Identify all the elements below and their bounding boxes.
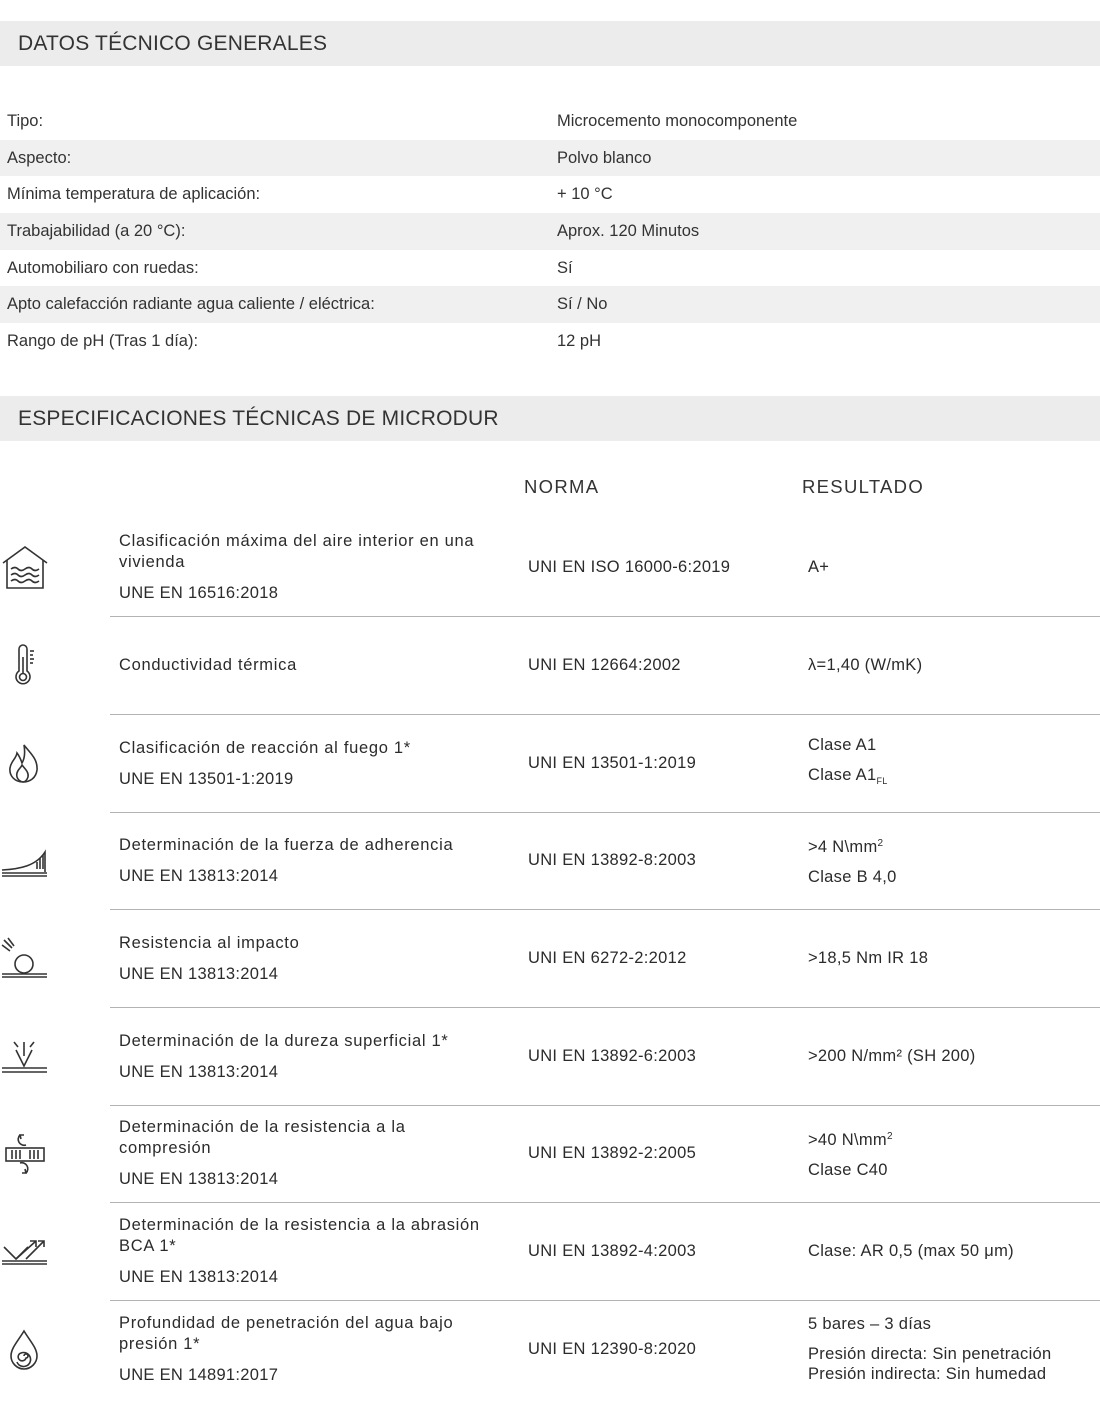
row-label: Apto calefacción radiante agua caliente / eléctrica: xyxy=(7,295,375,314)
row-value: + 10 °C xyxy=(557,185,613,204)
result-superscript: 2 xyxy=(877,837,884,849)
spec-result xyxy=(808,910,1098,1006)
spec-result xyxy=(808,1301,1098,1397)
table-row xyxy=(0,176,1100,213)
abrasion-icon xyxy=(0,1227,50,1277)
result-line: Clase C40 xyxy=(808,1160,888,1179)
spec-row xyxy=(0,1008,1100,1106)
spec-standard: UNE EN 14891:2017 xyxy=(119,1366,279,1384)
result-subscript: FL xyxy=(876,776,888,786)
result-line: Presión directa: Sin penetración xyxy=(808,1345,1052,1363)
row-label: Trabajabilidad (a 20 °C): xyxy=(7,221,186,240)
column-header-resultado: RESULTADO xyxy=(802,476,925,497)
result-line: Clase B 4,0 xyxy=(808,867,897,886)
row-value: Sí / No xyxy=(557,295,608,314)
house-air-icon xyxy=(0,543,50,593)
spec-norma: UNI EN 13892-8:2003 xyxy=(528,850,697,869)
result-line: >200 N/mm² (SH 200) xyxy=(808,1047,976,1065)
spec-norma: UNI EN 13892-4:2003 xyxy=(528,1241,697,1260)
spec-result xyxy=(808,812,1098,908)
result-line: 5 bares – 3 días xyxy=(808,1315,932,1333)
compression-icon xyxy=(0,1129,50,1179)
section-title-general: DATOS TÉCNICO GENERALES xyxy=(0,21,1100,66)
spec-norma: UNI EN 13892-2:2005 xyxy=(528,1143,697,1162)
result-line xyxy=(808,765,1098,791)
spec-norma: UNI EN 13892-6:2003 xyxy=(528,1046,697,1065)
table-row xyxy=(0,323,1100,360)
result-line: A+ xyxy=(808,558,830,576)
row-label: Automobiliaro con ruedas: xyxy=(7,258,199,277)
row-label: Mínima temperatura de aplicación: xyxy=(7,185,261,204)
thermometer-icon xyxy=(0,641,50,691)
hardness-icon xyxy=(0,1032,50,1082)
spec-row xyxy=(0,715,1100,813)
spec-result xyxy=(808,519,1098,615)
result-line: >18,5 Nm IR 18 xyxy=(808,949,929,967)
result-line: Clase A1 xyxy=(808,736,877,754)
spec-title: Resistencia al impacto xyxy=(119,933,300,952)
spec-norma: UNI EN 6272-2:2012 xyxy=(528,948,687,967)
spec-row xyxy=(0,519,1100,617)
spec-title: Conductividad térmica xyxy=(119,655,297,674)
result-text: >4 N\mm xyxy=(808,837,878,856)
spec-norma: UNI EN 12664:2002 xyxy=(528,655,681,674)
fire-icon xyxy=(0,739,50,789)
result-line xyxy=(808,1127,1098,1150)
spec-standard: UNE EN 13813:2014 xyxy=(119,1170,279,1188)
section-title-specs: ESPECIFICACIONES TÉCNICAS DE MICRODUR xyxy=(0,396,1100,441)
row-value: Microcemento monocomponente xyxy=(557,111,798,130)
row-label: Rango de pH (Tras 1 día): xyxy=(7,331,199,350)
spec-norma: UNI EN 12390-8:2020 xyxy=(528,1339,697,1358)
row-label: Tipo: xyxy=(7,111,44,130)
spec-title: Determinación de la dureza superficial 1* xyxy=(119,1031,449,1050)
spec-standard: UNE EN 13501-1:2019 xyxy=(119,769,294,788)
spec-title: Determinación de la resistencia a la compresión xyxy=(119,1118,406,1157)
table-row xyxy=(0,250,1100,287)
spec-standard: UNE EN 13813:2014 xyxy=(119,1268,279,1286)
table-row xyxy=(0,213,1100,250)
spec-standard: UNE EN 13813:2014 xyxy=(119,1062,279,1081)
result-line xyxy=(808,834,1098,857)
adhesion-icon xyxy=(0,836,50,886)
spec-title: Clasificación máxima del aire interior en una vivienda xyxy=(119,532,475,571)
table-row xyxy=(0,140,1100,177)
spec-title: Profundidad de penetración del agua bajo presión 1* xyxy=(119,1314,454,1353)
spec-result xyxy=(808,1008,1098,1104)
spec-result xyxy=(808,1203,1098,1299)
result-line: λ=1,40 (W/mK) xyxy=(808,656,923,674)
table-row xyxy=(0,286,1100,323)
result-text: Clase A1 xyxy=(808,766,877,784)
spec-title: Determinación de la fuerza de adherencia xyxy=(119,835,454,854)
spec-title: Determinación de la resistencia a la abrasión BCA 1* xyxy=(119,1216,480,1255)
spec-row xyxy=(0,617,1100,715)
spec-result xyxy=(808,715,1098,811)
spec-row xyxy=(0,1105,1100,1203)
row-value: Polvo blanco xyxy=(557,148,652,167)
impact-icon xyxy=(0,934,50,984)
general-data-table xyxy=(0,103,1100,360)
spec-row xyxy=(0,910,1100,1008)
spec-norma: UNI EN ISO 16000-6:2019 xyxy=(528,557,731,576)
spec-title: Clasificación de reacción al fuego 1* xyxy=(119,738,411,757)
result-superscript: 2 xyxy=(886,1130,893,1142)
row-value: 12 pH xyxy=(557,331,602,350)
spec-row xyxy=(0,812,1100,910)
row-value: Sí xyxy=(557,258,573,277)
table-row xyxy=(0,103,1100,140)
spec-norma: UNI EN 13501-1:2019 xyxy=(528,753,697,772)
spec-result xyxy=(808,1105,1098,1201)
spec-standard: UNE EN 13813:2014 xyxy=(119,866,279,885)
water-drop-icon xyxy=(0,1325,50,1375)
row-label: Aspecto: xyxy=(7,148,72,167)
spec-standard: UNE EN 13813:2014 xyxy=(119,964,279,983)
spec-row xyxy=(0,1203,1100,1301)
spec-row xyxy=(0,1301,1100,1399)
result-line: Clase: AR 0,5 (max 50 μm) xyxy=(808,1242,1014,1260)
result-line: Presión indirecta: Sin humedad xyxy=(808,1365,1047,1383)
spec-standard: UNE EN 16516:2018 xyxy=(119,584,279,602)
result-text: >40 N\mm xyxy=(808,1130,887,1149)
row-value: Aprox. 120 Minutos xyxy=(557,221,700,240)
spec-result xyxy=(808,617,1098,713)
column-header-norma: NORMA xyxy=(524,476,600,497)
